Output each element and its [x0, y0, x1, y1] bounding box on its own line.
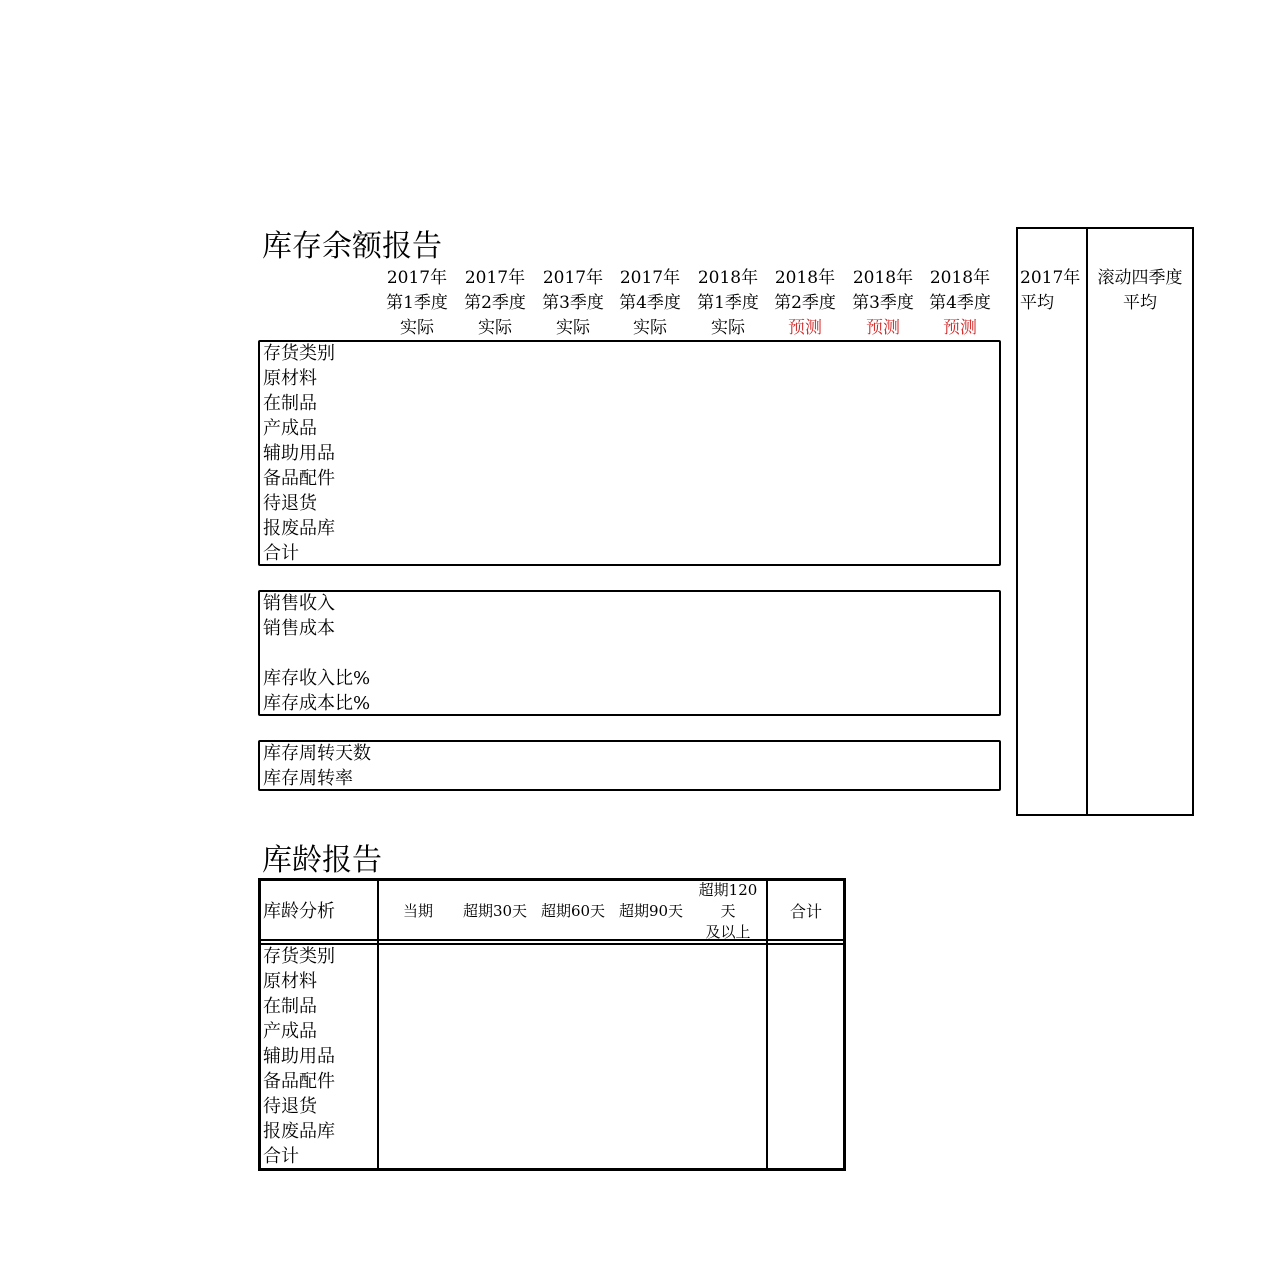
inventory-section [258, 340, 1001, 566]
turnover-row-label: 库存周转天数 [263, 743, 371, 764]
aging-row-label: 存货类别 [263, 946, 335, 967]
col-header-8: 2018年 第4季度 预测 [929, 268, 991, 338]
col-header-5: 2018年 第1季度 实际 [697, 268, 759, 338]
aging-row-label: 原材料 [263, 971, 317, 992]
rolling-avg-header: 滚动四季度 平均 [1097, 268, 1183, 313]
aging-row-label: 在制品 [263, 996, 317, 1017]
aging-col-120: 超期120 天 及以上 [698, 881, 758, 941]
aging-row-label: 备品配件 [263, 1071, 335, 1092]
col-header-2: 2017年 第2季度 实际 [464, 268, 526, 338]
inventory-row-label: 报废品库 [263, 518, 335, 539]
inventory-row-label: 辅助用品 [263, 443, 335, 464]
sales-row-label: 销售成本 [263, 618, 335, 639]
aging-col-divider [377, 878, 379, 1171]
aging-report-title: 库龄报告 [262, 843, 382, 878]
col-header-3: 2017年 第3季度 实际 [542, 268, 604, 338]
aging-col-90: 超期90天 [618, 902, 684, 920]
aging-row-label: 辅助用品 [263, 1046, 335, 1067]
sales-row-label: 库存收入比% [263, 668, 371, 689]
inventory-row-label: 待退货 [263, 493, 317, 514]
inventory-row-label: 合计 [263, 543, 299, 564]
inventory-row-label: 存货类别 [263, 343, 335, 364]
aging-col-30: 超期30天 [462, 902, 528, 920]
col-header-1: 2017年 第1季度 实际 [386, 268, 448, 338]
aging-col-total: 合计 [789, 902, 822, 921]
aging-col-current: 当期 [402, 902, 433, 920]
aging-row-label: 报废品库 [263, 1121, 335, 1142]
col-header-6: 2018年 第2季度 预测 [774, 268, 836, 338]
aging-analysis-label: 库龄分析 [263, 901, 335, 922]
inventory-row-label: 备品配件 [263, 468, 335, 489]
balance-report-title: 库存余额报告 [262, 229, 442, 264]
averages-divider [1086, 227, 1088, 816]
aging-row-label: 合计 [263, 1146, 299, 1167]
aging-col-60: 超期60天 [540, 902, 606, 920]
turnover-row-label: 库存周转率 [263, 768, 353, 789]
aging-row-label: 产成品 [263, 1021, 317, 1042]
aging-header-line [258, 943, 846, 945]
sales-row-label: 库存成本比% [263, 693, 371, 714]
inventory-row-label: 产成品 [263, 418, 317, 439]
inventory-row-label: 原材料 [263, 368, 317, 389]
inventory-row-label: 在制品 [263, 393, 317, 414]
sales-row-label: 销售收入 [263, 593, 335, 614]
aging-row-label: 待退货 [263, 1096, 317, 1117]
col-header-7: 2018年 第3季度 预测 [852, 268, 914, 338]
col-header-4: 2017年 第4季度 实际 [619, 268, 681, 338]
avg-2017-header: 2017年 平均 [1020, 268, 1081, 313]
